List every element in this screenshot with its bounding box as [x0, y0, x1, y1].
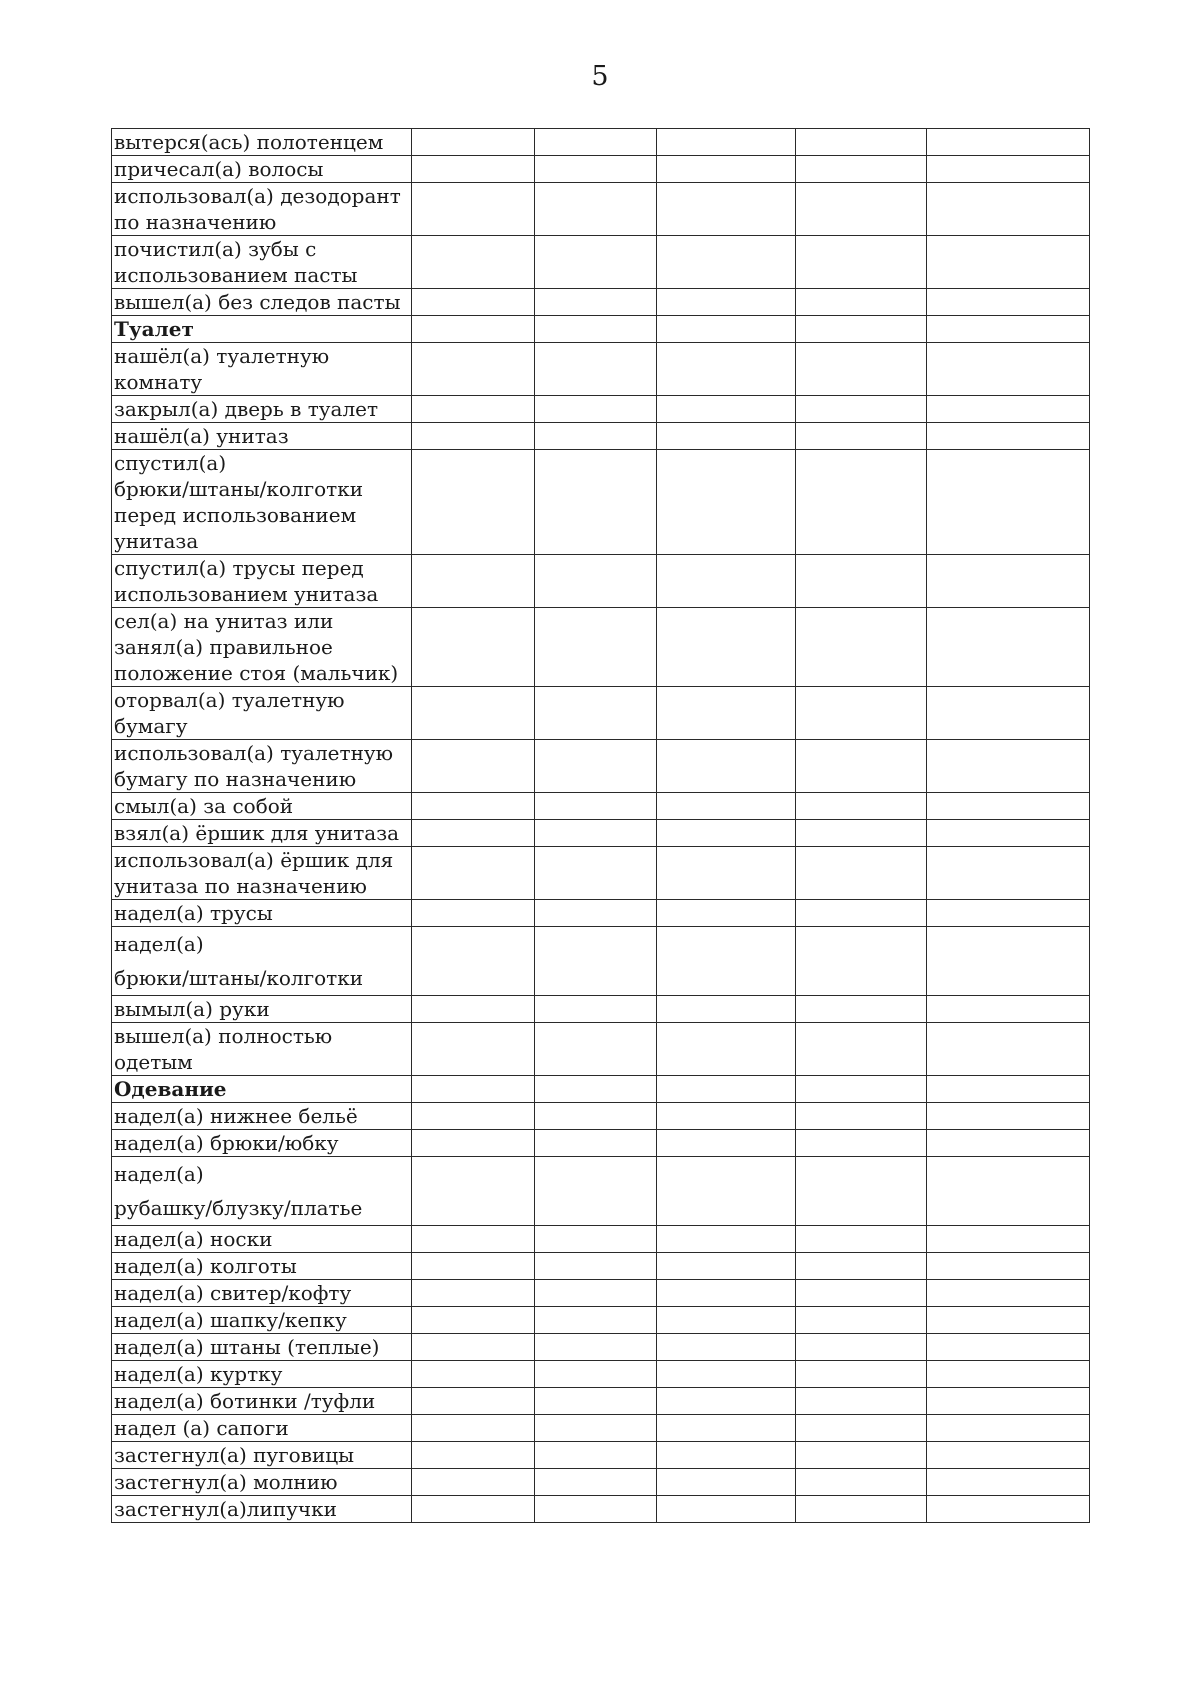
empty-cell	[412, 1253, 535, 1280]
empty-cell	[412, 1496, 535, 1523]
empty-cell	[796, 423, 927, 450]
empty-cell	[927, 1130, 1090, 1157]
empty-cell	[796, 1076, 927, 1103]
empty-cell	[535, 396, 657, 423]
empty-cell	[657, 1388, 796, 1415]
empty-cell	[927, 1388, 1090, 1415]
empty-cell	[657, 900, 796, 927]
empty-cell	[412, 129, 535, 156]
empty-cell	[535, 289, 657, 316]
empty-cell	[927, 1496, 1090, 1523]
empty-cell	[657, 793, 796, 820]
empty-cell	[796, 793, 927, 820]
table-body	[112, 129, 1090, 1523]
empty-cell	[412, 555, 535, 608]
empty-cell	[796, 740, 927, 793]
row-label: вышел(а) без следов пасты	[112, 289, 412, 316]
table-row	[112, 793, 1090, 820]
table-row	[112, 1157, 1090, 1226]
empty-cell	[927, 608, 1090, 687]
empty-cell	[796, 927, 927, 996]
empty-cell	[412, 396, 535, 423]
row-label: надел(а) брюки/штаны/колготки	[112, 927, 412, 996]
section-title: Туалет	[112, 316, 412, 343]
empty-cell	[535, 900, 657, 927]
row-label: вытерся(ась) полотенцем	[112, 129, 412, 156]
table-row	[112, 996, 1090, 1023]
empty-cell	[657, 1226, 796, 1253]
empty-cell	[657, 1130, 796, 1157]
empty-cell	[796, 183, 927, 236]
row-label: оторвал(а) туалетную бумагу	[112, 687, 412, 740]
row-label: использовал(а) дезодорант по назначению	[112, 183, 412, 236]
empty-cell	[535, 1023, 657, 1076]
row-label: причесал(а) волосы	[112, 156, 412, 183]
empty-cell	[927, 687, 1090, 740]
row-label: надел(а) шапку/кепку	[112, 1307, 412, 1334]
table-row	[112, 820, 1090, 847]
empty-cell	[412, 847, 535, 900]
empty-cell	[535, 1157, 657, 1226]
table-row	[112, 687, 1090, 740]
empty-cell	[657, 183, 796, 236]
table-row	[112, 156, 1090, 183]
row-label: надел(а) трусы	[112, 900, 412, 927]
empty-cell	[796, 555, 927, 608]
table-row	[112, 1388, 1090, 1415]
empty-cell	[412, 820, 535, 847]
empty-cell	[796, 1023, 927, 1076]
empty-cell	[412, 1334, 535, 1361]
empty-cell	[927, 1023, 1090, 1076]
empty-cell	[535, 847, 657, 900]
empty-cell	[657, 1253, 796, 1280]
empty-cell	[412, 156, 535, 183]
empty-cell	[796, 289, 927, 316]
empty-cell	[535, 156, 657, 183]
empty-cell	[412, 927, 535, 996]
empty-cell	[796, 316, 927, 343]
empty-cell	[657, 129, 796, 156]
empty-cell	[657, 1076, 796, 1103]
table-row	[112, 847, 1090, 900]
table-row	[112, 1280, 1090, 1307]
table-row	[112, 129, 1090, 156]
empty-cell	[535, 1415, 657, 1442]
row-label: использовал(а) туалетную бумагу по назначению	[112, 740, 412, 793]
empty-cell	[412, 1307, 535, 1334]
row-label: надел(а) куртку	[112, 1361, 412, 1388]
empty-cell	[412, 1226, 535, 1253]
empty-cell	[796, 129, 927, 156]
table-row	[112, 396, 1090, 423]
empty-cell	[535, 423, 657, 450]
row-label: вымыл(а) руки	[112, 996, 412, 1023]
row-label: смыл(а) за собой	[112, 793, 412, 820]
empty-cell	[657, 608, 796, 687]
empty-cell	[796, 1253, 927, 1280]
empty-cell	[657, 1157, 796, 1226]
empty-cell	[927, 316, 1090, 343]
empty-cell	[535, 1130, 657, 1157]
table-row	[112, 555, 1090, 608]
empty-cell	[535, 996, 657, 1023]
empty-cell	[535, 1388, 657, 1415]
empty-cell	[535, 316, 657, 343]
empty-cell	[796, 1130, 927, 1157]
empty-cell	[796, 1415, 927, 1442]
empty-cell	[412, 900, 535, 927]
empty-cell	[927, 1361, 1090, 1388]
table-row	[112, 608, 1090, 687]
empty-cell	[657, 316, 796, 343]
row-label: вышел(а) полностью одетым	[112, 1023, 412, 1076]
empty-cell	[657, 740, 796, 793]
empty-cell	[927, 156, 1090, 183]
empty-cell	[412, 343, 535, 396]
row-label: надел(а) штаны (теплые)	[112, 1334, 412, 1361]
empty-cell	[927, 289, 1090, 316]
empty-cell	[927, 129, 1090, 156]
empty-cell	[657, 423, 796, 450]
empty-cell	[535, 1361, 657, 1388]
empty-cell	[657, 156, 796, 183]
empty-cell	[535, 820, 657, 847]
table-row	[112, 740, 1090, 793]
empty-cell	[796, 1307, 927, 1334]
empty-cell	[657, 1103, 796, 1130]
row-label: использовал(а) ёршик для унитаза по назначению	[112, 847, 412, 900]
empty-cell	[927, 343, 1090, 396]
empty-cell	[535, 687, 657, 740]
table-row	[112, 1023, 1090, 1076]
table-row	[112, 423, 1090, 450]
empty-cell	[796, 396, 927, 423]
empty-cell	[657, 1280, 796, 1307]
empty-cell	[535, 1469, 657, 1496]
empty-cell	[412, 1280, 535, 1307]
empty-cell	[657, 996, 796, 1023]
empty-cell	[412, 1415, 535, 1442]
table-row	[112, 1361, 1090, 1388]
empty-cell	[796, 1469, 927, 1496]
empty-cell	[412, 289, 535, 316]
empty-cell	[412, 1076, 535, 1103]
empty-cell	[535, 793, 657, 820]
empty-cell	[927, 1253, 1090, 1280]
empty-cell	[535, 1334, 657, 1361]
empty-cell	[796, 1280, 927, 1307]
empty-cell	[796, 608, 927, 687]
empty-cell	[412, 1157, 535, 1226]
section-header-row	[112, 1076, 1090, 1103]
empty-cell	[796, 1442, 927, 1469]
empty-cell	[927, 900, 1090, 927]
empty-cell	[796, 450, 927, 555]
row-label: надел(а) рубашку/блузку/платье	[112, 1157, 412, 1226]
empty-cell	[657, 236, 796, 289]
empty-cell	[796, 900, 927, 927]
empty-cell	[535, 1307, 657, 1334]
row-label: почистил(а) зубы с использованием пасты	[112, 236, 412, 289]
table-row	[112, 1130, 1090, 1157]
empty-cell	[796, 1226, 927, 1253]
empty-cell	[535, 555, 657, 608]
empty-cell	[657, 555, 796, 608]
empty-cell	[412, 316, 535, 343]
empty-cell	[796, 1157, 927, 1226]
empty-cell	[412, 793, 535, 820]
table-row	[112, 289, 1090, 316]
table-row	[112, 927, 1090, 996]
empty-cell	[535, 1280, 657, 1307]
empty-cell	[927, 1103, 1090, 1130]
checklist-table	[111, 128, 1090, 1523]
empty-cell	[657, 1442, 796, 1469]
empty-cell	[412, 1361, 535, 1388]
empty-cell	[412, 687, 535, 740]
empty-cell	[927, 740, 1090, 793]
table-row	[112, 1415, 1090, 1442]
row-label: застегнул(а) пуговицы	[112, 1442, 412, 1469]
empty-cell	[796, 847, 927, 900]
empty-cell	[927, 1469, 1090, 1496]
empty-cell	[927, 1076, 1090, 1103]
empty-cell	[535, 129, 657, 156]
row-label: надел(а) носки	[112, 1226, 412, 1253]
empty-cell	[412, 236, 535, 289]
page-number: 5	[591, 61, 609, 92]
empty-cell	[927, 793, 1090, 820]
empty-cell	[412, 1023, 535, 1076]
table-row	[112, 1334, 1090, 1361]
empty-cell	[796, 687, 927, 740]
empty-cell	[535, 1496, 657, 1523]
empty-cell	[657, 1334, 796, 1361]
empty-cell	[927, 450, 1090, 555]
row-label: надел (а) сапоги	[112, 1415, 412, 1442]
empty-cell	[796, 1103, 927, 1130]
empty-cell	[535, 1226, 657, 1253]
empty-cell	[535, 183, 657, 236]
table-row	[112, 1103, 1090, 1130]
empty-cell	[535, 1076, 657, 1103]
section-header-row	[112, 316, 1090, 343]
empty-cell	[927, 996, 1090, 1023]
empty-cell	[796, 156, 927, 183]
empty-cell	[657, 1361, 796, 1388]
empty-cell	[927, 1307, 1090, 1334]
row-label: надел(а) колготы	[112, 1253, 412, 1280]
empty-cell	[412, 1388, 535, 1415]
table-row	[112, 1226, 1090, 1253]
empty-cell	[796, 236, 927, 289]
section-title: Одевание	[112, 1076, 412, 1103]
empty-cell	[927, 423, 1090, 450]
empty-cell	[796, 1496, 927, 1523]
empty-cell	[657, 927, 796, 996]
empty-cell	[657, 450, 796, 555]
empty-cell	[657, 1496, 796, 1523]
empty-cell	[535, 1253, 657, 1280]
empty-cell	[657, 687, 796, 740]
row-label: нашёл(а) туалетную комнату	[112, 343, 412, 396]
empty-cell	[927, 555, 1090, 608]
empty-cell	[927, 1442, 1090, 1469]
empty-cell	[535, 1442, 657, 1469]
row-label: закрыл(а) дверь в туалет	[112, 396, 412, 423]
empty-cell	[412, 1442, 535, 1469]
table-row	[112, 1469, 1090, 1496]
empty-cell	[535, 343, 657, 396]
empty-cell	[657, 396, 796, 423]
row-label: застегнул(а)липучки	[112, 1496, 412, 1523]
empty-cell	[412, 608, 535, 687]
empty-cell	[927, 1415, 1090, 1442]
empty-cell	[535, 450, 657, 555]
empty-cell	[657, 289, 796, 316]
row-label: спустил(а) трусы перед использованием унитаза	[112, 555, 412, 608]
empty-cell	[927, 1157, 1090, 1226]
empty-cell	[657, 1023, 796, 1076]
empty-cell	[535, 927, 657, 996]
empty-cell	[927, 1334, 1090, 1361]
row-label: застегнул(а) молнию	[112, 1469, 412, 1496]
empty-cell	[927, 236, 1090, 289]
table-row	[112, 1442, 1090, 1469]
empty-cell	[657, 1469, 796, 1496]
empty-cell	[927, 183, 1090, 236]
empty-cell	[927, 1280, 1090, 1307]
row-label: надел(а) нижнее бельё	[112, 1103, 412, 1130]
row-label: спустил(а) брюки/штаны/колготки перед использованием унитаза	[112, 450, 412, 555]
empty-cell	[796, 1361, 927, 1388]
empty-cell	[412, 1469, 535, 1496]
table-row	[112, 1253, 1090, 1280]
table-row	[112, 183, 1090, 236]
empty-cell	[927, 396, 1090, 423]
empty-cell	[927, 1226, 1090, 1253]
row-label: взял(а) ёршик для унитаза	[112, 820, 412, 847]
table-row	[112, 343, 1090, 396]
empty-cell	[535, 236, 657, 289]
table-row	[112, 1307, 1090, 1334]
table-row	[112, 236, 1090, 289]
table-row	[112, 900, 1090, 927]
empty-cell	[796, 1334, 927, 1361]
empty-cell	[412, 423, 535, 450]
empty-cell	[535, 740, 657, 793]
empty-cell	[927, 820, 1090, 847]
empty-cell	[657, 820, 796, 847]
empty-cell	[796, 820, 927, 847]
row-label: надел(а) ботинки /туфли	[112, 1388, 412, 1415]
empty-cell	[412, 183, 535, 236]
empty-cell	[535, 1103, 657, 1130]
empty-cell	[657, 343, 796, 396]
empty-cell	[412, 996, 535, 1023]
row-label: нашёл(а) унитаз	[112, 423, 412, 450]
empty-cell	[657, 1415, 796, 1442]
row-label: надел(а) брюки/юбку	[112, 1130, 412, 1157]
empty-cell	[796, 1388, 927, 1415]
empty-cell	[412, 740, 535, 793]
table-row	[112, 450, 1090, 555]
row-label: сел(а) на унитаз или занял(а) правильное положение стоя (мальчик)	[112, 608, 412, 687]
empty-cell	[927, 927, 1090, 996]
empty-cell	[657, 1307, 796, 1334]
empty-cell	[412, 1130, 535, 1157]
table-row	[112, 1496, 1090, 1523]
row-label: надел(а) свитер/кофту	[112, 1280, 412, 1307]
empty-cell	[412, 450, 535, 555]
empty-cell	[796, 996, 927, 1023]
empty-cell	[535, 608, 657, 687]
empty-cell	[412, 1103, 535, 1130]
empty-cell	[927, 847, 1090, 900]
empty-cell	[796, 343, 927, 396]
empty-cell	[657, 847, 796, 900]
